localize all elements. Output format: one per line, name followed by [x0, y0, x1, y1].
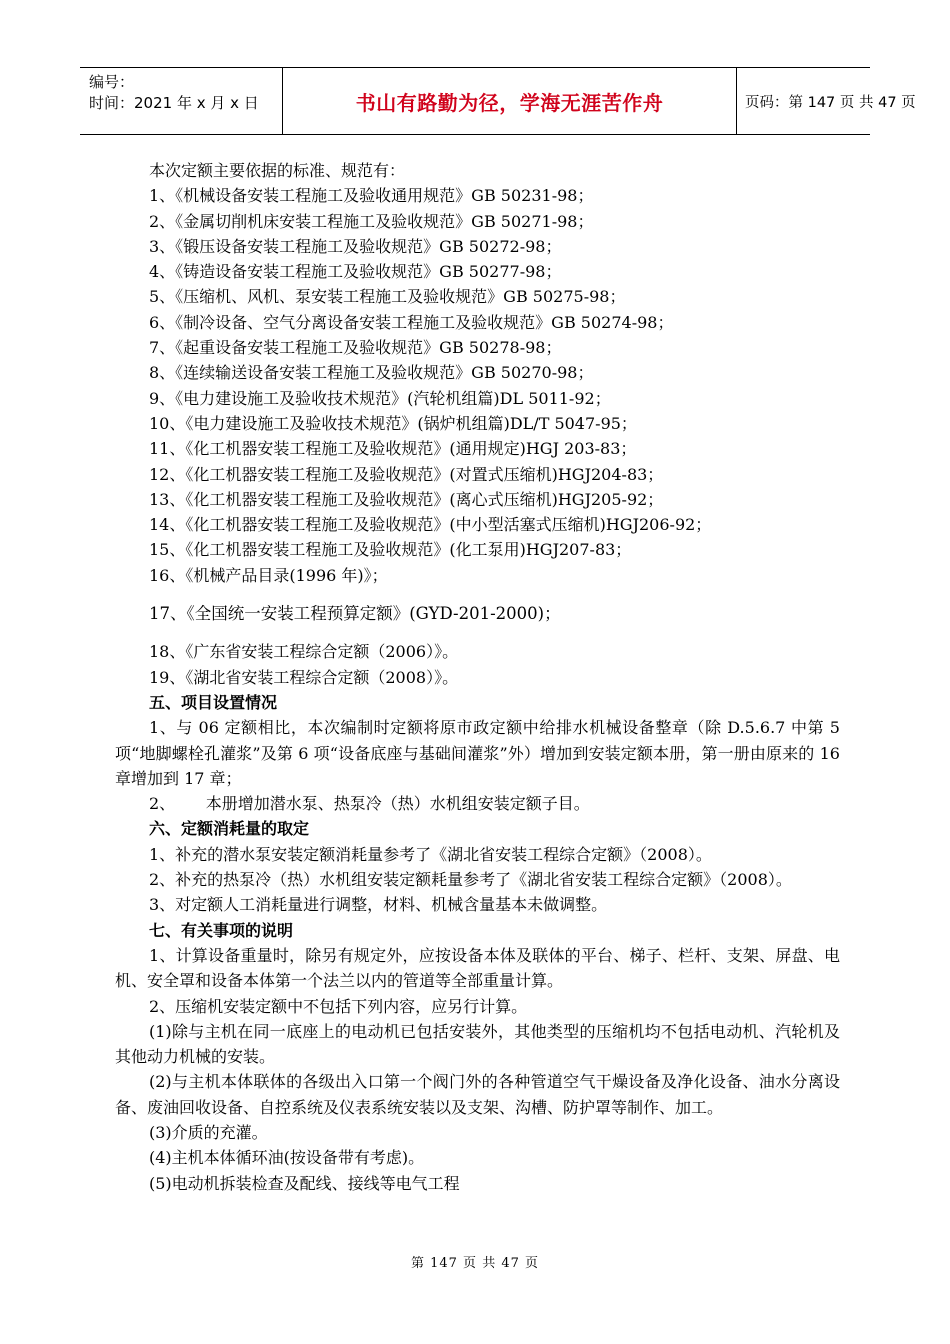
section-heading: 五、项目设置情况 — [149, 692, 278, 712]
header-page-label: 页码：第 147 页 共 47 页 — [745, 94, 916, 111]
standard-item: 6、《制冷设备、空气分离设备安装工程施工及验收规范》GB 50274-98； — [149, 312, 674, 332]
time-label: 时间：2021 年 x 月 x 日 — [89, 94, 259, 112]
paragraph: 2、 本册增加潜水泵、热泵冷（热）水机组安装定额子目。 — [149, 794, 590, 814]
standard-item: 10、《电力建设施工及验收技术规范》(锅炉机组篇)DL/T 5047-95； — [149, 413, 637, 433]
page-header — [80, 67, 916, 135]
standard-item: 14、《化工机器安装工程施工及验收规范》(中小型活塞式压缩机)HGJ206-92； — [149, 515, 712, 535]
standard-item: 5、《压缩机、风机、泵安装工程施工及验收规范》GB 50275-98； — [149, 287, 626, 307]
paragraph: 1、与 06 定额相比，本次编制时定额将原市政定额中给排水机械设备整章（除 D.5.6.7 中第 5 项“地脚螺栓孔灌浆”及第 6 项“设备底座与基础间灌浆”外）增加到安装定额本册，第一册由原来的 16 章增加到 17 章； — [115, 718, 840, 788]
paragraph: 1、补充的潜水泵安装定额消耗量参考了《湖北省安装工程综合定额》（2008）。 — [149, 844, 712, 864]
standard-item: 18、《广东省安装工程综合定额（2006）》。 — [149, 642, 459, 662]
standard-item: 8、《连续输送设备安装工程施工及验收规范》GB 50270-98； — [149, 363, 594, 383]
standard-item: 1、《机械设备安装工程施工及验收通用规范》GB 50231-98； — [149, 186, 594, 206]
standard-item: 9、《电力建设施工及验收技术规范》(汽轮机组篇)DL 5011-92； — [149, 388, 611, 408]
standard-item: 15、《化工机器安装工程施工及验收规范》(化工泵用)HGJ207-83； — [149, 540, 632, 560]
code-label: 编号： — [89, 73, 135, 91]
page-footer: 第 147 页 共 47 页 — [410, 1256, 540, 1271]
section-heading: 六、定额消耗量的取定 — [149, 819, 310, 839]
standard-item: 19、《湖北省安装工程综合定额（2008）》。 — [149, 667, 459, 687]
standard-item: 16、《机械产品目录(1996 年)》； — [149, 565, 388, 585]
standard-item: 13、《化工机器安装工程施工及验收规范》(离心式压缩机)HGJ205-92； — [149, 489, 664, 509]
document-body — [115, 158, 840, 1196]
paragraph: (5)电动机拆装检查及配线、接线等电气工程 — [149, 1173, 460, 1193]
standard-item: 2、《金属切削机床安装工程施工及验收规范》GB 50271-98； — [149, 211, 594, 231]
paragraph: 1、计算设备重量时，除另有规定外，应按设备本体及联体的平台、梯子、栏杆、支架、屏盘、电机、安全罩和设备本体第一个法兰以内的管道等全部重量计算。 — [115, 945, 840, 991]
standard-item: 17、《全国统一安装工程预算定额》(GYD-201-2000)； — [149, 604, 561, 624]
paragraph: (1)除与主机在同一底座上的电动机已包括安装外，其他类型的压缩机均不包括电动机、汽轮机及其他动力机械的安装。 — [115, 1021, 840, 1067]
paragraph: (3)介质的充灌。 — [149, 1122, 268, 1142]
header-motto: 书山有路勤为径，学海无涯苦作舟 — [283, 68, 737, 134]
standard-item: 3、《锻压设备安装工程施工及验收规范》GB 50272-98； — [149, 236, 562, 256]
paragraph: (4)主机本体循环油(按设备带有考虑)。 — [149, 1148, 425, 1168]
intro-line: 本次定额主要依据的标准、规范有： — [149, 161, 406, 180]
standard-item: 4、《铸造设备安装工程施工及验收规范》GB 50277-98； — [149, 262, 562, 282]
paragraph: 3、对定额人工消耗量进行调整，材料、机械含量基本未做调整。 — [149, 895, 608, 915]
header-meta — [80, 68, 283, 134]
standard-item: 11、《化工机器安装工程施工及验收规范》(通用规定)HGJ 203-83； — [149, 439, 637, 459]
paragraph: (2)与主机本体联体的各级出入口第一个阀门外的各种管道空气干燥设备及净化设备、油水分离设备、废油回收设备、自控系统及仪表系统安装以及支架、沟槽、防护罩等制作、加工。 — [115, 1072, 840, 1117]
paragraph: 2、压缩机安装定额中不包括下列内容，应另行计算。 — [149, 996, 528, 1016]
standard-item: 7、《起重设备安装工程施工及验收规范》GB 50278-98； — [149, 338, 562, 358]
paragraph: 2、补充的热泵冷（热）水机组安装定额耗量参考了《湖北省安装工程综合定额》（2008）。 — [149, 870, 792, 890]
section-heading: 七、有关事项的说明 — [149, 920, 294, 940]
standard-item: 12、《化工机器安装工程施工及验收规范》(对置式压缩机)HGJ204-83； — [149, 464, 664, 484]
